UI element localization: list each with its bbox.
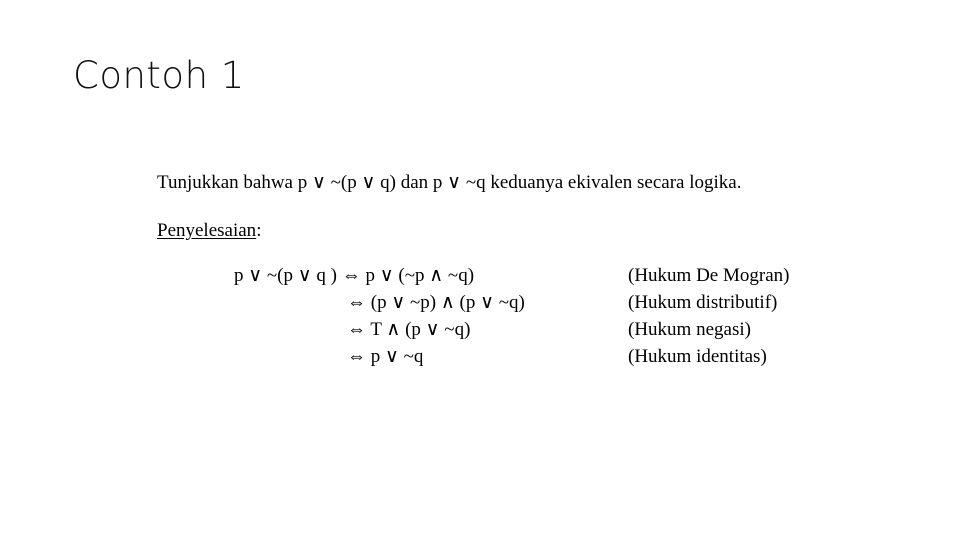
solution-colon: : [256, 220, 262, 241]
step-law: (Hukum negasi) [628, 319, 751, 340]
step-law: (Hukum De Mogran) [628, 265, 790, 286]
step-expression: ⇔ T ∧ (p ∨ ~q) [347, 319, 471, 340]
step-expression: p ∨ ~(p ∨ q ) ⇔ p ∨ (~p ∧ ~q) [234, 265, 475, 286]
problem-statement: Tunjukkan bahwa p ∨ ~(p ∨ q) dan p ∨ ~q keduanya ekivalen secara logika. [157, 172, 742, 193]
step-law: (Hukum identitas) [628, 346, 767, 367]
proof-step [234, 316, 874, 343]
proof-step [234, 262, 874, 289]
slide-title: Contoh 1 [73, 54, 245, 97]
solution-heading [157, 196, 857, 244]
proof-step [234, 343, 874, 370]
slide-content [157, 170, 857, 367]
solution-label: Penyelesaian [157, 220, 257, 241]
step-expression: ⇔ p ∨ ~q [347, 346, 424, 367]
step-law: (Hukum distributif) [628, 292, 778, 313]
proof-steps [234, 262, 874, 370]
proof-step [234, 289, 874, 316]
step-expression: ⇔ (p ∨ ~p) ∧ (p ∨ ~q) [347, 292, 525, 313]
